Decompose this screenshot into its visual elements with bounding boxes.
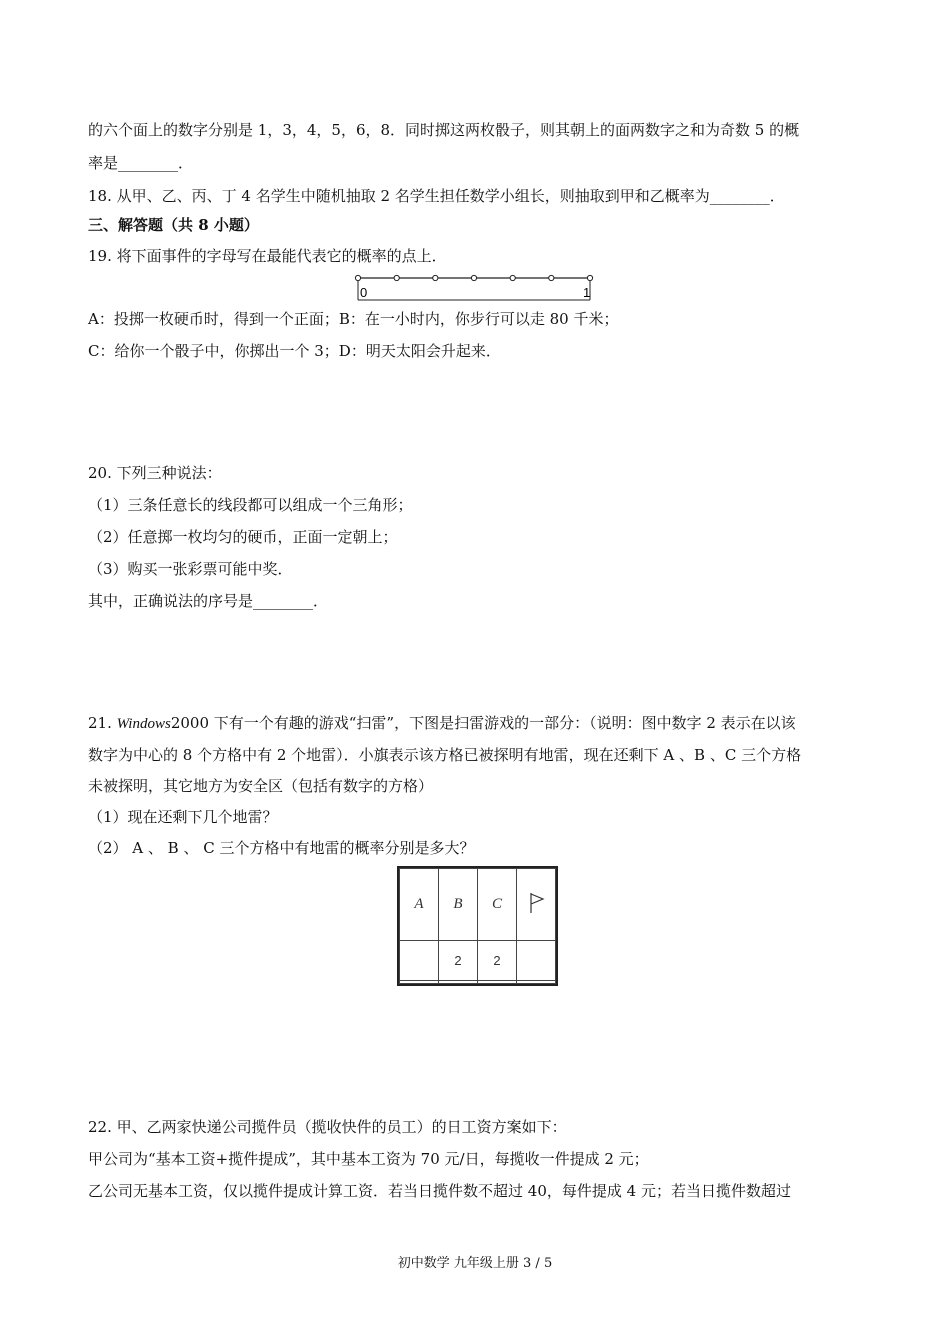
grid-cell <box>478 981 517 984</box>
grid-cell-c: C <box>478 869 517 941</box>
grid-cell-b: B <box>439 869 478 941</box>
q17-line1: 的六个面上的数字分别是 1，3，4，5，6，8．同时掷这两枚骰子，则其朝上的面两数字之和为奇数 5 的概 <box>88 121 800 139</box>
q18: 18. 从甲、乙、丙、丁 4 名学生中随机抽取 2 名学生担任数学小组长，则抽取到甲和乙概率为________． <box>88 187 785 205</box>
q21-sub1: （1）现在还剩下几个地雷？ <box>88 808 278 826</box>
q19-line-a: A：投掷一枚硬币时，得到一个正面；B：在一小时内，你步行可以走 80 千米； <box>88 310 619 328</box>
q22-line2: 甲公司为“基本工资+揽件提成”，其中基本工资为 70 元/日，每揽收一件提成 2 元； <box>88 1150 649 1168</box>
page-footer: 初中数学 九年级上册 3 / 5 <box>397 1256 553 1271</box>
q20-item1: （1）三条任意长的线段都可以组成一个三角形； <box>88 496 413 514</box>
grid-cell <box>517 981 556 984</box>
q21-sub2: （2） A 、 B 、 C 三个方格中有地雷的概率分别是多大？ <box>88 839 475 857</box>
q20-item3: （3）购买一张彩票可能中奖． <box>88 560 293 578</box>
grid-cell <box>517 940 556 981</box>
q19-line-c: C：给你一个骰子中，你掷出一个 3；D：明天太阳会升起来． <box>88 342 501 360</box>
grid-cell <box>400 940 439 981</box>
q21-line2: 数字为中心的 8 个方格中有 2 个地雷）．小旗表示该方格已被探明有地雷，现在还剩下 A 、B 、C 三个方格 <box>88 746 802 764</box>
q22-stem: 22. 甲、乙两家快递公司揽件员（揽收快件的员工）的日工资方案如下： <box>88 1118 567 1136</box>
q17-line2: 率是________． <box>88 154 194 172</box>
probability-number-line <box>354 270 594 302</box>
q21-line3: 未被探明，其它地方为安全区（包括有数字的方格） <box>88 777 434 795</box>
grid-cell-a: A <box>400 869 439 941</box>
grid-cell-number: 2 <box>478 940 517 981</box>
axis-label-zero: 0 <box>360 285 368 300</box>
q22-line3: 乙公司无基本工资，仅以揽件提成计算工资．若当日揽件数不超过 40，每件提成 4 元；若当日揽件数超过 <box>88 1182 791 1200</box>
minesweeper-grid <box>397 866 558 986</box>
q21-line1 <box>88 713 796 734</box>
axis-label-one: 1 <box>583 285 591 300</box>
q20-answer: 其中，正确说法的序号是________． <box>88 592 329 610</box>
flag-icon <box>526 891 546 915</box>
q21-line1-rest: 2000 下有一个有趣的游戏“扫雷”，下图是扫雷游戏的一部分：（说明：图中数字 2 表示在以该 <box>170 714 796 732</box>
q20-stem: 20. 下列三种说法： <box>88 464 222 482</box>
q19-stem: 19. 将下面事件的字母写在最能代表它的概率的点上． <box>88 247 447 265</box>
q20-item2: （2）任意掷一枚均匀的硬币，正面一定朝上； <box>88 528 398 546</box>
grid-cell-number: 2 <box>439 940 478 981</box>
q21-number: 21. <box>88 714 117 732</box>
section-3-heading: 三、解答题（共 8 小题） <box>88 216 259 234</box>
grid-cell-flag <box>517 869 556 941</box>
grid-cell <box>400 981 439 984</box>
grid-cell <box>439 981 478 984</box>
q21-windows: Windows <box>116 716 171 732</box>
